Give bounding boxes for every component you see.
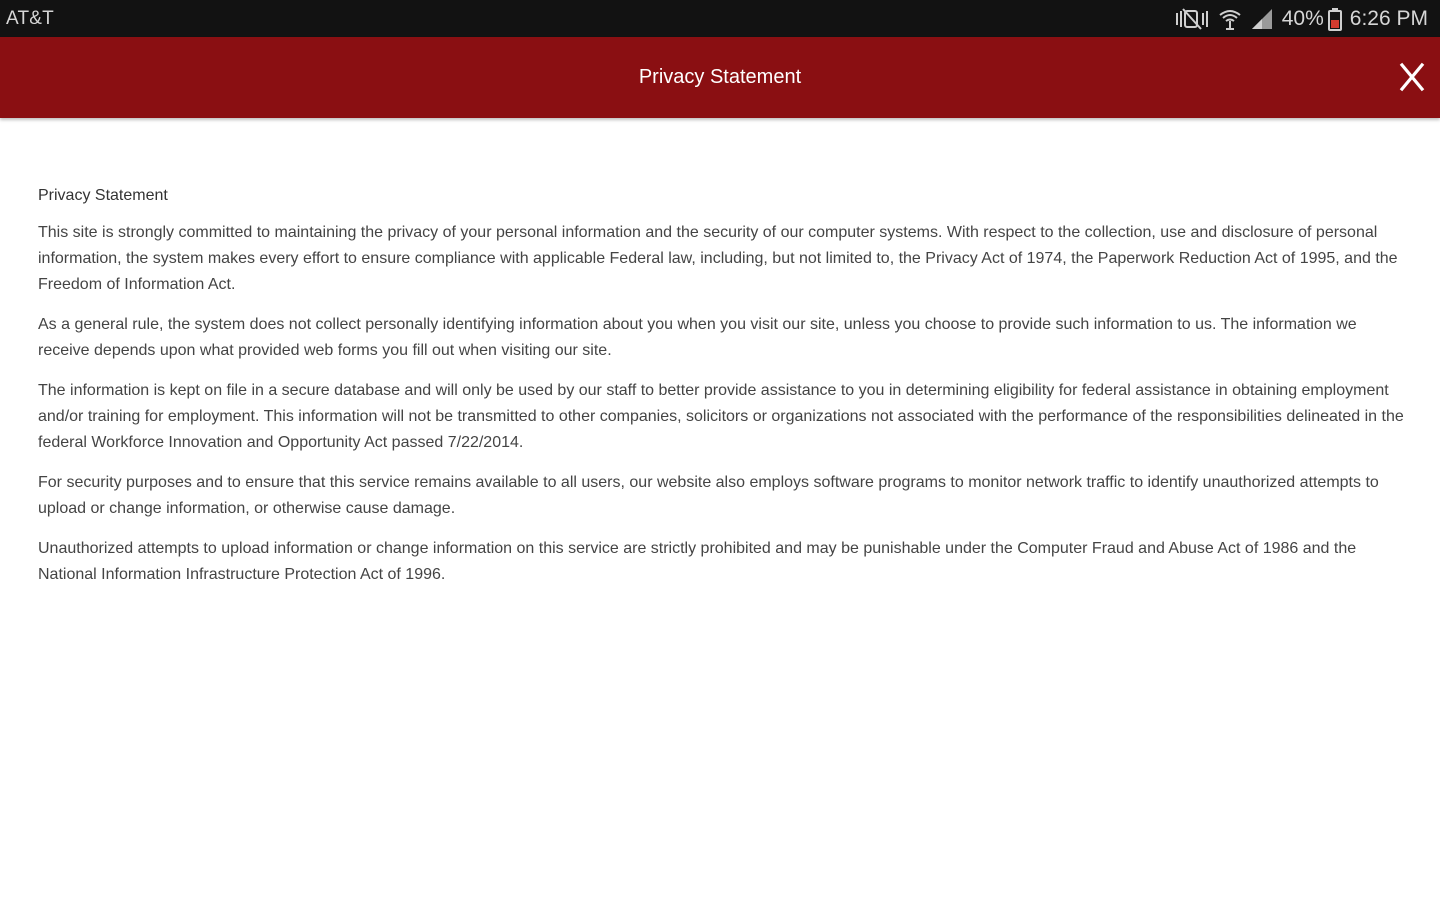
paragraph-storage: The information is kept on file in a secure database and will only be used by our staff to better provide assistance to you in determining eligibility for federal assistance in obtaining employment and/or training for employment. This information will not be transmitted to other companies, solicitors or organizations not associated with the performance of the responsibilities delineated in the federal Workforce Innovation and Opportunity Act passed 7/22/2014.	[38, 382, 1404, 451]
page-title: Privacy Statement	[638, 66, 802, 88]
clock: 6:26 PM	[1349, 6, 1428, 30]
app-header	[0, 37, 1440, 118]
status-icons	[1174, 7, 1428, 31]
paragraph-security: For security purposes and to ensure that this service remains available to all users, our website also employs software programs to monitor network traffic to identify unauthorized attempts to upload or change information, or otherwise cause damage.	[38, 474, 1379, 517]
battery-status	[1282, 7, 1342, 31]
paragraph-unauthorized: Unauthorized attempts to upload information or change information on this service are strictly prohibited and may be punishable under the Computer Fraud and Abuse Act of 1986 and the National Information Infrastructure Protection Act of 1996.	[38, 540, 1357, 583]
privacy-content	[38, 182, 1408, 602]
paragraph-collection: As a general rule, the system does not collect personally identifying information about you when you visit our site, unless you choose to provide such information to us. The information we receive depends upon what provided web forms you fill out when visiting our site.	[38, 316, 1357, 359]
status-bar	[0, 0, 1440, 37]
battery-percent: 40%	[1281, 6, 1324, 30]
carrier-label: AT&T	[6, 7, 54, 29]
close-icon	[1399, 62, 1425, 92]
section-heading: Privacy Statement	[38, 187, 168, 204]
wifi-icon	[1218, 7, 1242, 31]
signal-icon	[1250, 7, 1274, 31]
mute-vibrate-icon	[1174, 7, 1210, 31]
battery-icon	[1328, 7, 1342, 31]
close-button[interactable]	[1392, 57, 1432, 97]
paragraph-commitment: This site is strongly committed to maintaining the privacy of your personal information and the security of our computer systems. With respect to the collection, use and disclosure of personal information, the system makes every effort to ensure compliance with applicable Federal law, including, but not limited to, the Privacy Act of 1974, the Paperwork Reduction Act of 1995, and the Freedom of Information Act.	[38, 224, 1398, 293]
